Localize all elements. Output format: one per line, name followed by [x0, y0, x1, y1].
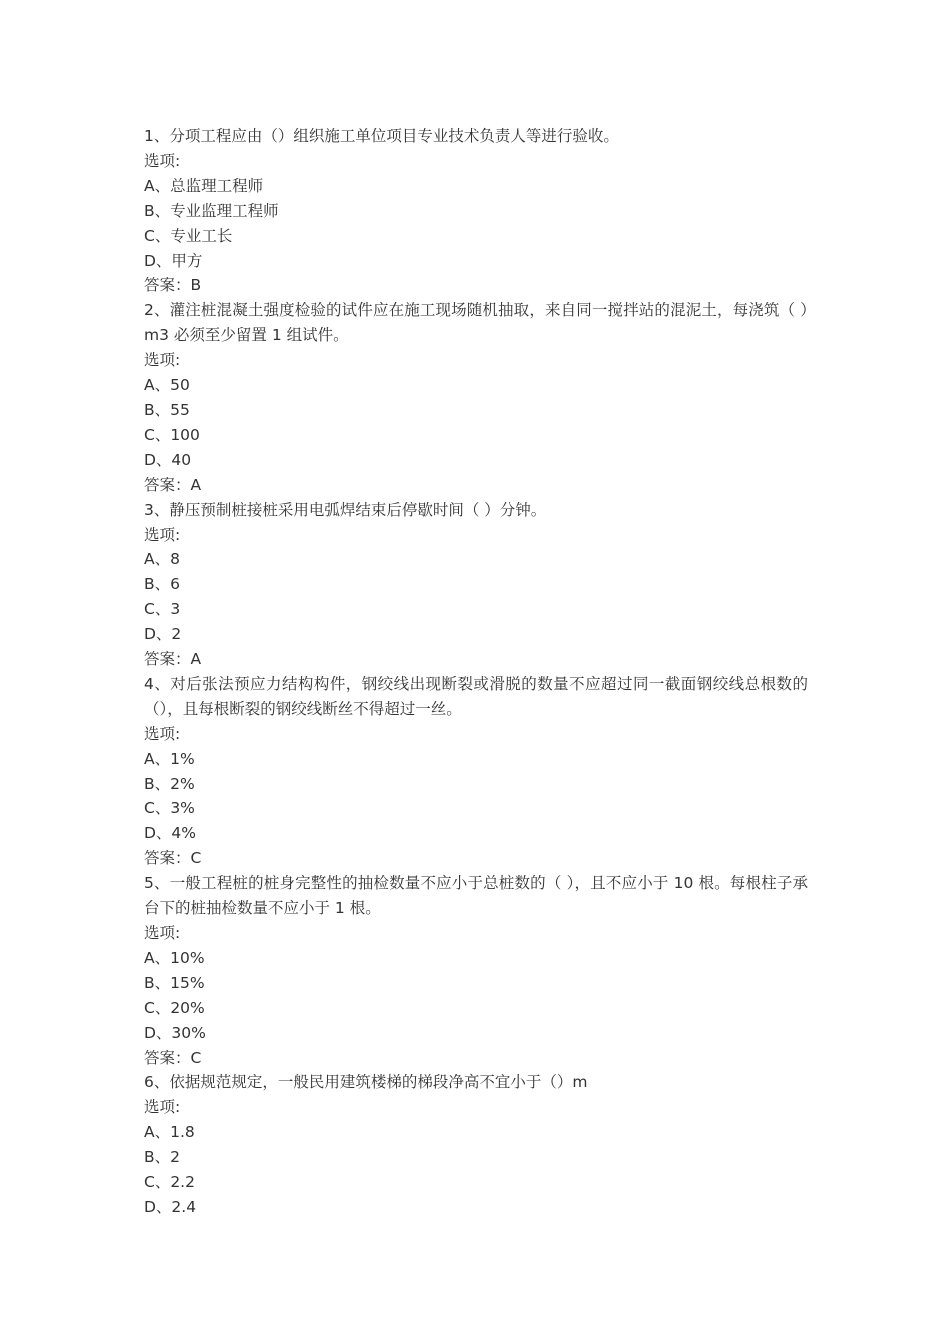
- option-c: C、2.2: [144, 1173, 195, 1192]
- options-label: 选项:: [144, 151, 181, 170]
- option-b: B、2%: [144, 774, 195, 793]
- question-stem: 2、灌注桩混凝土强度检验的试件应在施工现场随机抽取，来自同一搅拌站的混泥土，每浇筑（ ）m3 必须至少留置 1 组试件。: [144, 301, 808, 345]
- option-d: D、40: [144, 450, 192, 469]
- option-d: D、甲方: [144, 251, 203, 270]
- answer: 答案：A: [144, 475, 202, 494]
- option-a: A、总监理工程师: [144, 176, 264, 195]
- option-d: D、30%: [144, 1023, 206, 1042]
- question-stem: 1、分项工程应由（）组织施工单位项目专业技术负责人等进行验收。: [144, 127, 619, 145]
- options-label: 选项:: [144, 724, 181, 743]
- question-stem: 3、静压预制桩接桩采用电弧焊结束后停歇时间（ ）分钟。: [144, 500, 547, 519]
- option-b: B、15%: [144, 973, 205, 992]
- question-stem: 5、一般工程桩的桩身完整性的抽检数量不应小于总桩数的（ ），且不应小于 10 根。每根柱子承台下的桩抽检数量不应小于 1 根。: [144, 874, 808, 918]
- option-d: D、4%: [144, 824, 197, 843]
- question-stem: 6、依据规范规定，一般民用建筑楼梯的梯段净高不宜小于（）m: [144, 1073, 588, 1092]
- options-label: 选项:: [144, 924, 181, 942]
- option-d: D、2: [144, 625, 182, 644]
- option-c: C、3: [144, 600, 181, 619]
- option-c: C、100: [144, 425, 200, 444]
- option-b: B、专业监理工程师: [144, 201, 279, 220]
- question-3: [144, 498, 808, 672]
- option-d: D、2.4: [144, 1197, 197, 1216]
- question-list: [144, 124, 808, 1220]
- option-c: C、专业工长: [144, 226, 233, 245]
- options-label: 选项:: [144, 351, 181, 370]
- option-a: A、50: [144, 376, 190, 395]
- question-6: [144, 1070, 808, 1219]
- option-b: B、6: [144, 575, 180, 594]
- option-a: A、10%: [144, 948, 205, 967]
- answer: 答案：C: [144, 1048, 202, 1067]
- answer: 答案：C: [144, 849, 202, 868]
- question-stem: 4、对后张法预应力结构构件，钢绞线出现断裂或滑脱的数量不应超过同一截面钢绞线总根数的（），且每根断裂的钢绞线断丝不得超过一丝。: [144, 674, 808, 718]
- option-c: C、20%: [144, 998, 205, 1017]
- answer: 答案：A: [144, 650, 202, 669]
- question-1: [144, 124, 808, 298]
- option-a: A、1%: [144, 749, 195, 768]
- options-label: 选项:: [144, 525, 181, 544]
- answer: 答案：B: [144, 276, 202, 295]
- question-2: [144, 298, 808, 497]
- question-4: [144, 672, 808, 871]
- option-b: B、2: [144, 1148, 180, 1167]
- question-5: [144, 871, 808, 1070]
- option-b: B、55: [144, 400, 190, 419]
- option-a: A、1.8: [144, 1123, 195, 1142]
- options-label: 选项:: [144, 1098, 181, 1117]
- option-c: C、3%: [144, 799, 195, 818]
- option-a: A、8: [144, 550, 180, 569]
